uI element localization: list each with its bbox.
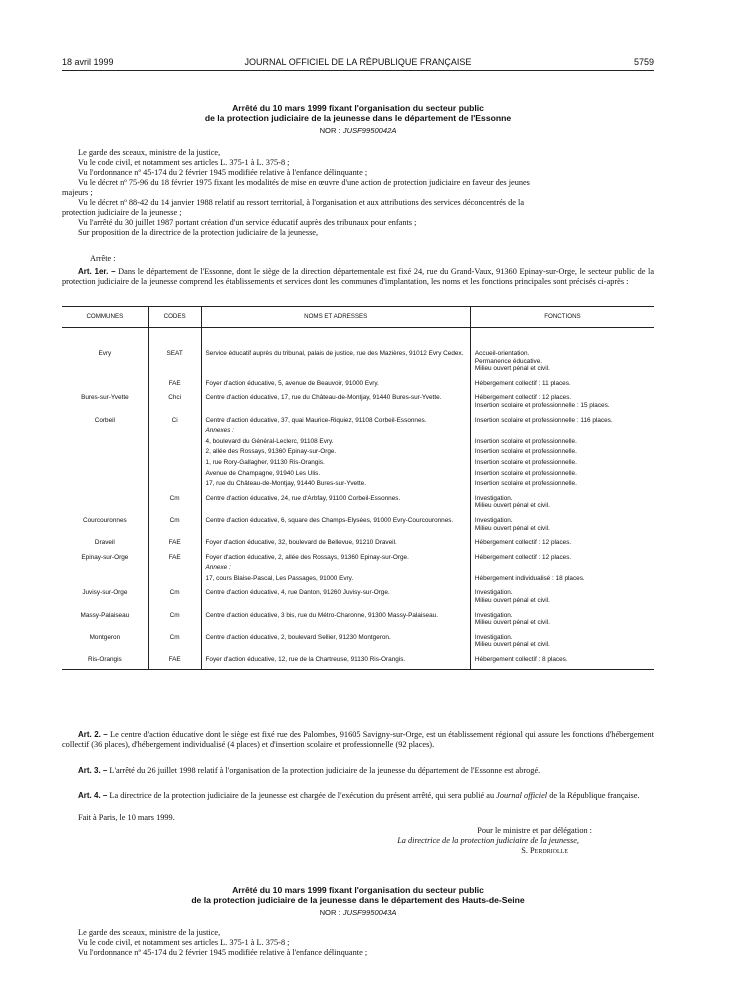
- cell-code: [148, 479, 201, 490]
- cell-nom-adresse: Annexe :: [201, 563, 470, 574]
- table-row: [62, 490, 654, 512]
- fonction-line: Insertion scolaire et professionnelle.: [474, 469, 577, 477]
- fonction-line: Accueil-orientation.: [474, 350, 530, 357]
- article-2-text: Le centre d'action éducative dont le siège est fixé rue des Palombes, 91605 Savigny-sur-Orge, est un établissement régional qui assure les fonctions d'hébergement collectif (36 places), d'hébergement individualisé (4 places) et d'insertion scolaire et professionnelle (92 places).: [62, 730, 654, 749]
- preamble-line: majeurs ;: [62, 188, 93, 197]
- arrete-1-title-line-2: de la protection judiciaire de la jeunesse dans le département de l'Essonne: [204, 113, 512, 123]
- cell-commune: Ris-Orangis: [62, 651, 148, 669]
- cell-nom-adresse: Centre d'action éducative, 4, rue Danton, 91260 Juvisy-sur-Orge.: [201, 584, 470, 606]
- cell-nom-adresse: 2, allée des Rossays, 91360 Epinay-sur-Orge.: [201, 447, 470, 458]
- preamble-line: Vu l'ordonnance nº 45-174 du 2 février 1945 modifiée relative à l'enfance délinquante ;: [78, 948, 368, 957]
- preamble-line: Le garde des sceaux, ministre de la justice,: [78, 148, 221, 157]
- table-row: [62, 375, 654, 390]
- cell-nom-adresse: 1, rue Rory-Gallagher, 91130 Ris-Orangis.: [201, 458, 470, 469]
- arrete-2-title-line-2: de la protection judiciaire de la jeunesse dans le département des Hauts-de-Seine: [191, 895, 525, 905]
- cell-fonctions: [470, 375, 654, 390]
- cell-fonctions: [470, 512, 654, 534]
- table-row: [62, 563, 654, 574]
- cell-code: FAE: [148, 651, 201, 669]
- fonction-line: Insertion scolaire et professionnelle.: [474, 437, 577, 445]
- cell-nom-adresse: Centre d'action éducative, 3 bis, rue du Métro-Charonne, 91300 Massy-Palaiseau.: [201, 607, 470, 629]
- cell-code: Cm: [148, 629, 201, 651]
- cell-fonctions: [470, 389, 654, 411]
- signature-title: La directrice de la protection judiciaire de la jeunesse,: [397, 836, 579, 845]
- cell-code: Cm: [148, 512, 201, 534]
- table-row: [62, 534, 654, 549]
- cell-fonctions: [470, 426, 654, 437]
- cell-nom-adresse: Service éducatif auprès du tribunal, palais de justice, rue des Mazières, 91012 Evry Cedex.: [201, 328, 470, 375]
- cell-fonctions: [470, 328, 654, 375]
- cell-code: [148, 447, 201, 458]
- table-row: [62, 437, 654, 448]
- fonction-line: Milieu ouvert pénal et civil.: [474, 641, 550, 649]
- arrete-1-nor: [62, 126, 654, 135]
- cell-commune: [62, 375, 148, 390]
- running-header: [62, 57, 654, 69]
- fait-a-paris: Fait à Paris, le 10 mars 1999.: [78, 813, 175, 822]
- cell-code: FAE: [148, 375, 201, 390]
- cell-code: [148, 426, 201, 437]
- fonction-line: Hébergement collectif : 11 places.: [474, 379, 571, 387]
- preamble-line: Vu le décret nº 88-42 du 14 janvier 1988 relatif au ressort territorial, à l'organisation et aux attributions des services déconcentrés de la: [78, 198, 524, 207]
- fonction-line: Insertion scolaire et professionnelle : 15 places.: [474, 401, 610, 409]
- cell-commune: Courcouronnes: [83, 516, 127, 524]
- fonction-line: Hébergement individualisé : 18 places.: [474, 574, 585, 582]
- preamble-line: Vu le code civil, et notamment ses articles L. 375-1 à L. 375-8 ;: [78, 938, 290, 947]
- arrete-2-preamble: [62, 928, 654, 958]
- preamble-line: Vu l'arrêté du 30 juillet 1987 portant création d'un service éducatif auprès des tribunaux pour enfants ;: [78, 218, 417, 227]
- cell-code: Cm: [148, 490, 201, 512]
- article-4: [62, 791, 654, 801]
- fonction-line: Milieu ouvert pénal et civil.: [474, 597, 550, 605]
- fonction-line: Hébergement collectif : 8 places.: [474, 656, 568, 664]
- cell-fonctions: [470, 574, 654, 585]
- table-row: [62, 426, 654, 437]
- cell-code: SEAT: [148, 328, 201, 375]
- fonction-line: Insertion scolaire et professionnelle.: [474, 448, 577, 456]
- article-4-label: Art. 4. –: [78, 791, 108, 800]
- cell-commune: [62, 563, 148, 574]
- preamble-line: Sur proposition de la directrice de la protection judiciaire de la jeunesse,: [78, 228, 319, 237]
- article-4-text: La directrice de la protection judiciaire de la jeunesse est chargée de l'exécution du présent arrêté, qui sera publié au: [109, 791, 495, 800]
- table-row: [62, 412, 654, 427]
- header-page-number: 5759: [633, 57, 654, 67]
- nor-code: JUSF9950043A: [342, 908, 397, 917]
- fonction-line: Investigation.: [474, 611, 513, 619]
- table-row: [62, 458, 654, 469]
- cell-commune: Draveil: [94, 539, 115, 547]
- cell-fonctions: [470, 458, 654, 469]
- cell-fonctions: [470, 479, 654, 490]
- cell-nom-adresse: Avenue de Champagne, 91940 Les Ulis.: [201, 469, 470, 480]
- arrete-2-title-line-1: Arrêté du 10 mars 1999 fixant l'organisation du secteur public: [232, 885, 484, 895]
- fonction-line: Hébergement collectif : 12 places.: [474, 539, 572, 547]
- table-header-row: [62, 307, 654, 328]
- cell-nom-adresse: Annexes :: [201, 426, 470, 437]
- article-2: [62, 730, 654, 750]
- fonction-line: Milieu ouvert pénal et civil.: [474, 502, 550, 510]
- cell-nom-adresse: Centre d'action éducative, 37, quai Maurice-Riquiez, 91108 Corbeil-Essonnes.: [201, 412, 470, 427]
- cell-code: Cm: [148, 607, 201, 629]
- cell-code: [148, 563, 201, 574]
- cell-nom-adresse: Foyer d'action éducative, 32, boulevard de Bellevue, 91210 Draveil.: [201, 534, 470, 549]
- article-1-label: Art. 1er. –: [78, 267, 116, 276]
- preamble-line: Vu l'ordonnance nº 45-174 du 2 février 1945 modifiée relative à l'enfance délinquante ;: [78, 168, 368, 177]
- cell-commune: Corbeil: [94, 416, 115, 424]
- table-row: [62, 549, 654, 564]
- cell-fonctions: [470, 437, 654, 448]
- table-row: [62, 651, 654, 669]
- nor-label: NOR :: [319, 126, 341, 135]
- table-row: [62, 469, 654, 480]
- fonction-line: Hébergement collectif : 12 places.: [474, 394, 572, 402]
- cell-nom-adresse: Centre d'action éducative, 6, square des Champs-Elysées, 91000 Evry-Courcouronnes.: [201, 512, 470, 534]
- cell-fonctions: [470, 490, 654, 512]
- cell-fonctions: [470, 549, 654, 564]
- table-row: [62, 584, 654, 606]
- fonction-line: Hébergement collectif : 12 places.: [474, 553, 572, 561]
- cell-fonctions: [470, 469, 654, 480]
- cell-nom-adresse: 17, rue du Château-de-Montjay, 91440 Bures-sur-Yvette.: [201, 479, 470, 490]
- cell-commune: Massy-Palaiseau: [80, 611, 130, 619]
- table-row: [62, 479, 654, 490]
- header-journal-title: JOURNAL OFFICIEL DE LA RÉPUBLIQUE FRANÇAISE: [244, 57, 472, 67]
- article-3: [62, 766, 654, 776]
- fonction-line: Investigation.: [474, 516, 513, 524]
- cell-nom-adresse: Centre d'action éducative, 17, rue du Château-de-Montjay, 91440 Bures-sur-Yvette.: [201, 389, 470, 411]
- cell-code: Chci: [148, 389, 201, 411]
- cell-nom-adresse: Centre d'action éducative, 24, rue d'Arbfay, 91100 Corbeil-Essonnes.: [201, 490, 470, 512]
- header-date: 18 avril 1999: [62, 57, 114, 67]
- article-3-text: L'arrêté du 26 juillet 1998 relatif à l'organisation de la protection judiciaire de la jeunesse du département de l'Essonne est abrogé.: [109, 766, 541, 775]
- table-row: [62, 607, 654, 629]
- cell-fonctions: [470, 563, 654, 574]
- fonction-line: Insertion scolaire et professionnelle.: [474, 480, 577, 488]
- signature-block: [62, 826, 654, 856]
- cell-code: [148, 469, 201, 480]
- arrete-keyword: Arrête :: [90, 254, 116, 263]
- fonction-line: Permanence éducative.: [474, 357, 543, 365]
- table-row: [62, 629, 654, 651]
- cell-nom-adresse: Foyer d'action éducative, 2, allée des Rossays, 91360 Epinay-sur-Orge.: [201, 549, 470, 564]
- table-row: [62, 512, 654, 534]
- table-row: [62, 447, 654, 458]
- cell-commune: [62, 426, 148, 437]
- cell-code: FAE: [148, 534, 201, 549]
- article-4-text-end: de la République française.: [549, 791, 640, 800]
- cell-nom-adresse: Foyer d'action éducative, 12, rue de la Chartreuse, 91130 Ris-Orangis.: [201, 651, 470, 669]
- preamble-line: Le garde des sceaux, ministre de la justice,: [78, 928, 221, 937]
- cell-fonctions: [470, 629, 654, 651]
- col-header-fonctions: FONCTIONS: [470, 307, 654, 328]
- fonction-line: Investigation.: [474, 633, 513, 641]
- signature-delegation: Pour le ministre et par délégation :: [477, 826, 592, 835]
- cell-commune: [62, 490, 148, 512]
- cell-nom-adresse: Foyer d'action éducative, 5, avenue de Beauvoir, 91000 Evry.: [201, 375, 470, 390]
- cell-fonctions: [470, 584, 654, 606]
- article-4-journal: Journal officiel: [496, 791, 548, 800]
- article-2-label: Art. 2. –: [78, 730, 108, 739]
- fonction-line: Insertion scolaire et professionnelle.: [474, 458, 577, 466]
- cell-code: [148, 437, 201, 448]
- table-row: [62, 328, 654, 375]
- table-row: [62, 389, 654, 411]
- nor-code: JUSF9950042A: [342, 126, 397, 135]
- cell-code: FAE: [148, 549, 201, 564]
- cell-fonctions: [470, 412, 654, 427]
- col-header-communes: COMMUNES: [62, 307, 148, 328]
- cell-commune: [62, 479, 148, 490]
- fonction-line: Milieu ouvert pénal et civil.: [474, 524, 550, 532]
- cell-nom-adresse: Centre d'action éducative, 2, boulevard Sellier, 91230 Montgeron.: [201, 629, 470, 651]
- cell-commune: [62, 574, 148, 585]
- arrete-2-nor: [62, 908, 654, 917]
- cell-code: Cm: [148, 584, 201, 606]
- arrete-1-title-line-1: Arrêté du 10 mars 1999 fixant l'organisation du secteur public: [232, 103, 484, 113]
- table-row: [62, 574, 654, 585]
- cell-code: [148, 574, 201, 585]
- fonction-line: Insertion scolaire et professionnelle : 116 places.: [474, 416, 613, 424]
- fonction-line: Investigation.: [474, 589, 513, 597]
- preamble-line: Vu le code civil, et notamment ses articles L. 375-1 à L. 375-8 ;: [78, 158, 290, 167]
- signature-name: S. Perdriolle: [521, 846, 568, 855]
- nor-label: NOR :: [319, 908, 341, 917]
- article-1: [62, 267, 654, 287]
- fonction-line: Milieu ouvert pénal et civil.: [474, 365, 550, 373]
- cell-fonctions: [470, 607, 654, 629]
- cell-commune: Evry: [98, 350, 112, 357]
- cell-nom-adresse: 4, boulevard du Général-Leclerc, 91108 Evry.: [201, 437, 470, 448]
- col-header-codes: CODES: [148, 307, 201, 328]
- cell-fonctions: [470, 447, 654, 458]
- preamble-line: protection judiciaire de la jeunesse ;: [62, 208, 182, 217]
- cell-code: Ci: [148, 412, 201, 427]
- col-header-noms-adresses: NOMS ET ADRESSES: [201, 307, 470, 328]
- cell-nom-adresse: 17, cours Blaise-Pascal, Les Passages, 91000 Evry.: [201, 574, 470, 585]
- cell-fonctions: [470, 534, 654, 549]
- cell-commune: Epinay-sur-Orge: [81, 553, 129, 561]
- fonction-line: Investigation.: [474, 494, 513, 502]
- cell-commune: [62, 458, 148, 469]
- preamble-line: Vu le décret nº 75-96 du 18 février 1975 fixant les modalités de mise en œuvre d'une action de protection judiciaire en faveur des jeunes: [78, 178, 530, 187]
- cell-code: [148, 458, 201, 469]
- table-body: [62, 328, 654, 670]
- cell-commune: Bures-sur-Yvette: [81, 394, 129, 402]
- arrete-1-preamble: [62, 148, 654, 238]
- establishments-table: [62, 306, 654, 670]
- cell-commune: [62, 469, 148, 480]
- cell-commune: [62, 437, 148, 448]
- article-3-label: Art. 3. –: [78, 766, 108, 775]
- cell-fonctions: [470, 651, 654, 669]
- header-rule: [62, 70, 654, 71]
- article-1-text: Dans le département de l'Essonne, dont le siège de la direction départementale est fixé 24, rue du Grand-Vaux, 91360 Epinay-sur-Orge, le secteur public de la protection judiciaire de la jeunesse comprend les établissements et services dont les communes d'implantation, les noms et les fonctions principales sont précisés ci-après :: [62, 267, 655, 286]
- cell-commune: [62, 447, 148, 458]
- cell-commune: Montgeron: [89, 633, 121, 641]
- fonction-line: Milieu ouvert pénal et civil.: [474, 619, 550, 627]
- cell-commune: Juvisy-sur-Orge: [82, 589, 128, 597]
